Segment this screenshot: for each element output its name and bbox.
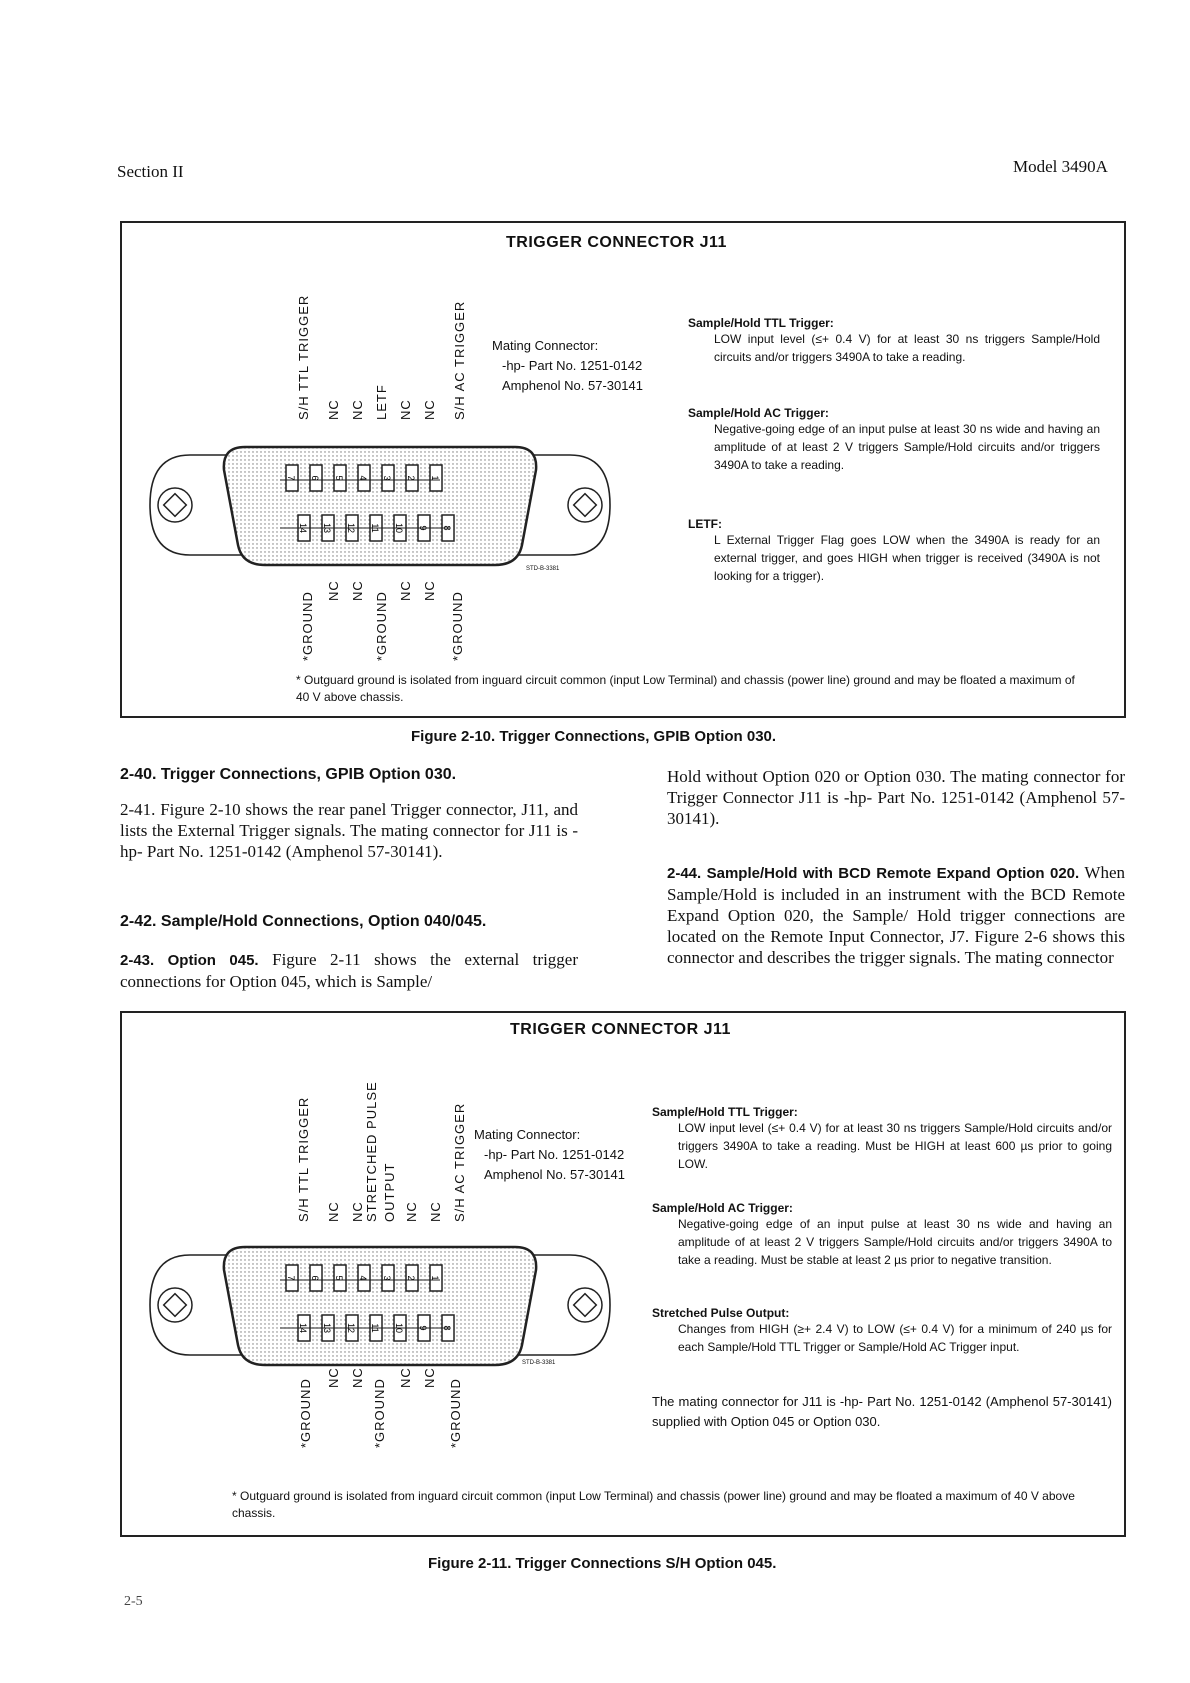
paragraph: [667, 862, 1125, 968]
signal-body: L External Trigger Flag goes LOW when the 3490A is ready for an external trigger, and goes HIGH when trigger is received (3490A is not looking for a trigger).: [714, 533, 1100, 583]
figure-caption: Figure 2-11. Trigger Connections S/H Option 045.: [428, 1555, 777, 1572]
pin-number: 10: [394, 1322, 404, 1334]
pin-label: *GROUND: [450, 591, 465, 661]
pin-number: 2: [406, 475, 416, 481]
signal-body: Negative-going edge of an input pulse at least 30 ns wide and having an amplitude of at least 2 V triggers Sample/Hold circuits and/or triggers 3490A to take a reading.: [714, 422, 1100, 472]
pin-number: 4: [358, 475, 368, 481]
pin-label: NC: [398, 399, 413, 420]
pin-label: STRETCHED PULSE: [364, 1081, 379, 1222]
signal-description: [652, 1105, 1112, 1173]
pin-number: 7: [286, 475, 296, 481]
pin-number: 2: [406, 1275, 416, 1281]
signal-title: Sample/Hold AC Trigger:: [652, 1201, 793, 1215]
pin-label: *GROUND: [372, 1378, 387, 1448]
pin-number: 9: [418, 525, 428, 531]
pin-label: NC: [422, 399, 437, 420]
pin-number: 11: [370, 523, 380, 533]
pin-number: 10: [394, 522, 404, 534]
signal-body: LOW input level (≤+ 0.4 V) for at least 30 ns triggers Sample/Hold circuits and/or triggers 3490A to take a reading. Must be HIGH at least 600 µs prior to going LOW.: [678, 1121, 1112, 1171]
pin-label: NC: [398, 580, 413, 601]
pin-label: NC: [428, 1201, 443, 1222]
pin-label: S/H TTL TRIGGER: [296, 1096, 311, 1222]
pin-number: 7: [286, 1275, 296, 1281]
mating-line: Amphenol No. 57-30141: [502, 378, 643, 393]
pin-label: *GROUND: [374, 591, 389, 661]
pin-label: S/H TTL TRIGGER: [296, 294, 311, 420]
ground-footnote: * Outguard ground is isolated from inguard circuit common (input Low Terminal) and chassis (power line) ground and may be floated a maximum of 40 V above chassis.: [296, 673, 1075, 704]
pin-label: NC: [422, 580, 437, 601]
signal-title: Stretched Pulse Output:: [652, 1306, 790, 1320]
pin-number: 14: [298, 522, 308, 534]
paragraph: [120, 949, 578, 992]
signal-description: [688, 406, 1100, 474]
pin-number: 13: [322, 1322, 332, 1334]
pin-number: 12: [346, 1322, 356, 1334]
pin-label: NC: [326, 1367, 341, 1388]
pin-label: S/H AC TRIGGER: [452, 1102, 467, 1222]
model-label: Model 3490A: [1013, 157, 1108, 176]
pin-number: 12: [346, 522, 356, 534]
paragraph-text: When Sample/Hold is included in an instrument with the BCD Remote Expand Option 020, the Sample/ Hold trigger connections are located on the Remote Input Connector, J7. Figure 2-6 shows this connector and describes the trigger signals. The mating connector: [667, 863, 1125, 967]
pin-label: NC: [398, 1367, 413, 1388]
mating-line: Amphenol No. 57-30141: [484, 1167, 625, 1182]
pin-label: NC: [350, 399, 365, 420]
pin-label: LETF: [374, 384, 389, 420]
signal-title: Sample/Hold TTL Trigger:: [688, 316, 834, 330]
pin-number: 5: [334, 475, 344, 481]
mating-connector-info: [474, 1125, 674, 1185]
signal-description: [652, 1201, 1112, 1269]
mating-line: Mating Connector:: [474, 1127, 581, 1142]
signal-description: [688, 316, 1100, 366]
pin-number: 14: [298, 1322, 308, 1334]
drawing-code: STD-B-3381: [526, 566, 560, 572]
mating-note-text: The mating connector for J11 is -hp- Part No. 1251-0142 (Amphenol 57-30141) supplied with Option 045 or Option 030.: [652, 1394, 1112, 1429]
mating-line: Mating Connector:: [492, 338, 599, 353]
signal-body: Changes from HIGH (≥+ 2.4 V) to LOW (≤+ 0.4 V) for a minimum of 240 µs for each Sample/Hold TTL Trigger or Sample/Hold AC Trigger input.: [678, 1322, 1112, 1354]
pin-label: S/H AC TRIGGER: [452, 300, 467, 420]
page-number: 2-5: [124, 1594, 143, 1609]
pin-label: NC: [350, 1367, 365, 1388]
pin-label: NC: [404, 1201, 419, 1222]
pin-label: OUTPUT: [382, 1162, 397, 1222]
pin-number: 1: [430, 475, 440, 481]
signal-title: LETF:: [688, 517, 722, 531]
connector-diagram: [140, 435, 620, 575]
signal-body: Negative-going edge of an input pulse at least 30 ns wide and having an amplitude of at least 2 V triggers Sample/Hold circuits and/or triggers 3490A to take a reading. Must be stable at least 2 µs prior to negative transition.: [678, 1217, 1112, 1267]
section-heading: 2-42. Sample/Hold Connections, Option 040/045.: [120, 913, 487, 930]
mating-note: [652, 1392, 1112, 1432]
figure-2-11-title: TRIGGER CONNECTOR J11: [510, 1021, 731, 1038]
signal-title: Sample/Hold TTL Trigger:: [652, 1105, 798, 1119]
connector-diagram: [140, 1235, 620, 1375]
pin-label: NC: [326, 580, 341, 601]
mating-line: -hp- Part No. 1251-0142: [484, 1147, 625, 1162]
pin-number: 4: [358, 1275, 368, 1281]
signal-description: [652, 1306, 1112, 1356]
paragraph: Hold without Option 020 or Option 030. The mating connector for Trigger Connector J11 is -hp- Part No. 1251-0142 (Amphenol 57-30141).: [667, 767, 1125, 828]
mating-line: -hp- Part No. 1251-0142: [502, 358, 643, 373]
pin-number: 1: [430, 1275, 440, 1281]
pin-number: 3: [382, 475, 392, 481]
pin-number: 3: [382, 1275, 392, 1281]
signal-body: LOW input level (≤+ 0.4 V) for at least 30 ns triggers Sample/Hold circuits and/or triggers 3490A to take a reading.: [714, 332, 1100, 364]
pin-label: *GROUND: [448, 1378, 463, 1448]
pin-label: *GROUND: [298, 1378, 313, 1448]
signal-description: [688, 517, 1100, 585]
pin-label: NC: [350, 1201, 365, 1222]
paragraph-text: Figure 2-11 shows the external trigger connections for Option 045, which is Sample/: [120, 950, 579, 991]
drawing-code: STD-B-3381: [522, 1360, 556, 1366]
section-heading: 2-40. Trigger Connections, GPIB Option 030.: [120, 766, 457, 783]
paragraph-lead: 2-44. Sample/Hold with BCD Remote Expand Option 020.: [667, 865, 1080, 882]
pin-number: 5: [334, 1275, 344, 1281]
signal-title: Sample/Hold AC Trigger:: [688, 406, 829, 420]
pin-label: NC: [326, 1201, 341, 1222]
pin-number: 8: [442, 1325, 452, 1331]
figure-caption: Figure 2-10. Trigger Connections, GPIB Option 030.: [411, 728, 777, 745]
ground-footnote: * Outguard ground is isolated from inguard circuit common (input Low Terminal) and chassis (power line) ground and may be floated a maximum of 40 V above chassis.: [232, 1489, 1075, 1520]
pin-number: 13: [322, 522, 332, 534]
pin-number: 6: [310, 475, 320, 481]
pin-number: 9: [418, 1325, 428, 1331]
pin-label: NC: [326, 399, 341, 420]
section-label: Section II: [117, 162, 184, 181]
figure-2-10-title: TRIGGER CONNECTOR J11: [506, 234, 727, 251]
pin-number: 11: [370, 1323, 380, 1333]
pin-number: 6: [310, 1275, 320, 1281]
paragraph-lead: 2-43. Option 045.: [120, 952, 259, 969]
pin-label: NC: [422, 1367, 437, 1388]
pin-label: NC: [350, 580, 365, 601]
mating-connector-info: [492, 336, 692, 396]
paragraph: 2-41. Figure 2-10 shows the rear panel Trigger connector, J11, and lists the External Trigger signals. The mating connector for J11 is -hp- Part No. 1251-0142 (Amphenol 57-30141).: [120, 800, 578, 861]
pin-label: *GROUND: [300, 591, 315, 661]
pin-number: 8: [442, 525, 452, 531]
